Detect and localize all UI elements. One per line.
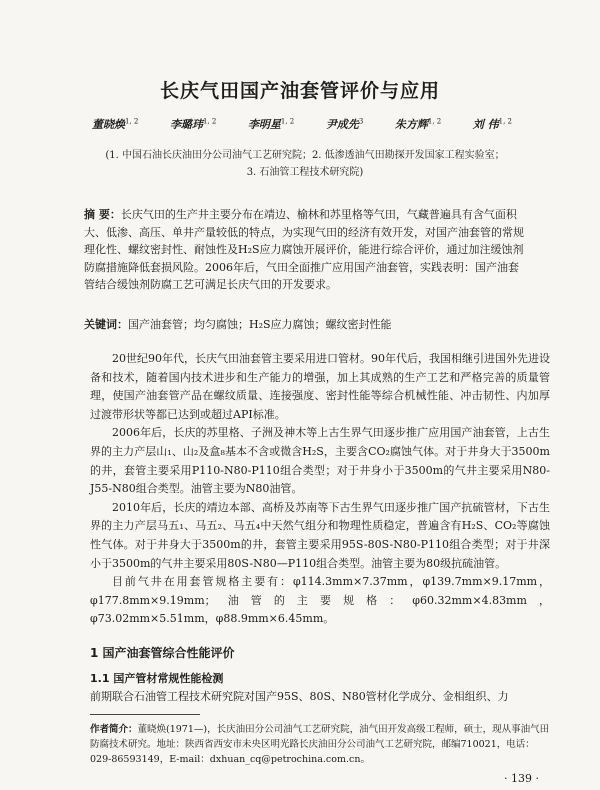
abstract-text: 长庆气田的生产井主要分布在靖边、榆林和苏里格等气田，气藏普遍具有含气面积大、低渗、高压、单井产量较低的特点，为实现气田的经济有效开发，对国产油套管的常规理化性、螺纹密封性、耐蚀性及H₂S应力腐蚀开展评价，能进行综合评价，通过加注缓蚀剂防腐措施降低套损风险。2006年后，气田全面推广应用国产油套管，实践表明：国产油套管结合缓蚀剂防腐工艺可满足长庆气田的开发要求。 (84, 208, 524, 291)
keywords-text: 国产油套管；均匀腐蚀；H₂S应力腐蚀；螺纹密封性能 (128, 318, 392, 331)
section-heading-1-1: 1.1 国产管材常规性能检测 (90, 672, 224, 685)
abstract (84, 206, 524, 294)
author: 尹成先$^3$ (325, 117, 364, 131)
paragraph: 目前气井在用套管规格主要有：φ114.3mm×7.37mm，φ139.7mm×9.17mm，φ177.8mm×9.19mm；油管的主要规格：φ60.32mm×4.83mm，φ73.02mm×5.51mm，φ88.9mm×6.45mm。 (90, 575, 550, 626)
paragraph: 20世纪90年代，长庆气田油套管主要采用进口管材。90年代后，我国相继引进国外先进设备和技术，随着国内技术进步和生产能力的增强，加上其成熟的生产工艺和严格完善的质量管理，使国产油套管产品在螺纹质量、连接强度、密封性能等综合机械性能、冲击韧性、内加厚过渡带形状等都已达到或超过API标准。 (90, 352, 550, 421)
affiliation-line-1: (1. 中国石油长庆油田分公司油气工艺研究院；2. 低渗透油气田勘探开发国家工程实验室； (105, 150, 505, 161)
paragraph: 2006年后，长庆的苏里格、子洲及神木等上古生界气田逐步推广应用国产油套管，上古生界的主力产层山₁、山₂及盒₈基本不含或微含H₂S，主要含CO₂腐蚀气体。对于井身大于3500m的井，套管主要采用P110-N80-P110组合类型；对于井身小于3500m的气井主要采用N80-J55-N80组合类型。油管主要为N80油管。 (90, 426, 550, 496)
paragraph: 2010年后，长庆的靖边本部、高桥及苏南等下古生界气田逐步推广国产抗硫管材，下古生界的主力产层马五₁、马五₂、马五₄中天然气组分和物理性质稳定，普遍含有H₂S、CO₂等腐蚀性气体。对于井身大于3500m的井，套管主要采用95S-80S-N80-P110组合类型；对于井深小于3500m的气井主要采用80S-N80—P110组合类型。油管主要为80级抗硫油管。 (90, 500, 550, 570)
footnote-divider (90, 714, 200, 715)
section-1-1-text: 前期联合石油管工程技术研究院对国产95S、80S、N80管材化学成分、金相组织、力 (90, 690, 509, 703)
author: 李璐玮$^{1, 2}$ (169, 117, 217, 131)
author: 董晓焕$^{1, 2}$ (92, 117, 139, 131)
keywords-label: 关键词： (84, 318, 128, 331)
author-list (92, 116, 512, 132)
author: 刘 伟$^{1, 2}$ (472, 117, 512, 131)
footnote-text: 董晓焕(1971—)，长庆油田分公司油气工艺研究院，油气田开发高级工程师，硕士，现从事油气田防腐技术研究。地址：陕西省西安市未央区明光路长庆油田分公司油气工艺研究院，邮编710021，电话：029-86593149，E-mail：dxhuan_cq@petrochina.com.cn。 (90, 724, 550, 765)
author-footnote (90, 722, 550, 767)
affiliation-line-2: 3. 石油管工程技术研究院) (246, 167, 364, 178)
author: 朱方辉$^{1, 2}$ (394, 117, 442, 131)
paper-title: 长庆气田国产油套管评价与应用 (159, 80, 440, 102)
page-number: · 139 · (504, 772, 539, 785)
keywords (84, 316, 524, 332)
author: 李明星$^{1, 2}$ (247, 117, 295, 131)
footnote-label: 作者简介： (90, 724, 138, 735)
abstract-label: 摘 要： (84, 208, 121, 221)
section-heading-1: 1 国产油套管综合性能评价 (90, 646, 235, 660)
body-text (90, 350, 550, 629)
